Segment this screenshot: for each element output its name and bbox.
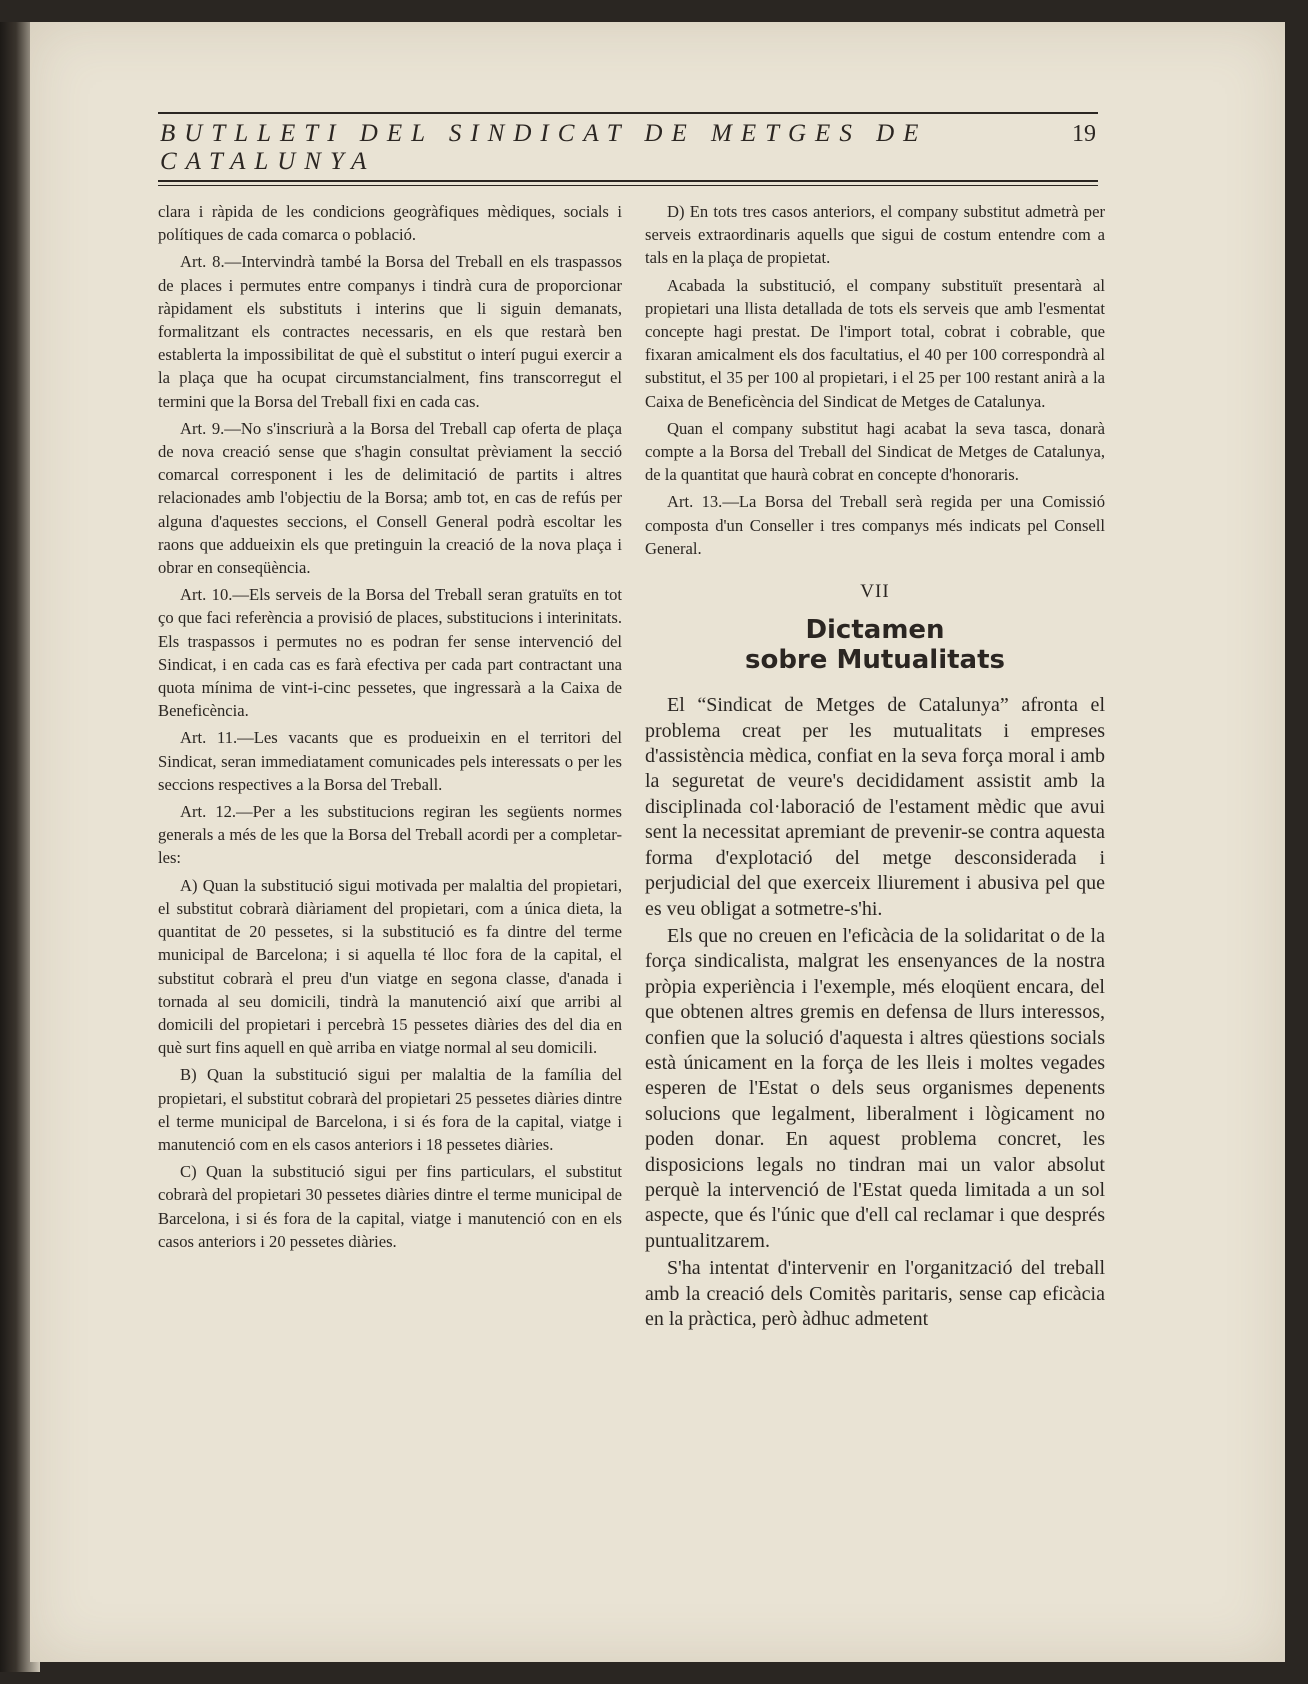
section-title <box>645 615 1105 675</box>
paragraph: C) Quan la substitució sigui per fins particulars, el substitut cobrarà del propietari 30 pessetes diàries dintre el terme municipal de Barcelona, i si és fora de la capital, viatge i manutenció con en els casos anteriors i 20 pessetes diàries. <box>158 1162 622 1251</box>
paragraph: Art. 10.—Els serveis de la Borsa del Treball seran gratuïts en tot ço que faci referència a provisió de places, substitucions i interinitats. Els traspassos i permutes no es podran fer sense intervenció del Sindicat, i en cada cas es farà efectiva per cada part contractant una quota mínima de vint-i-cinc pessetes, que ingressarà a la Caixa de Beneficència. <box>158 585 622 721</box>
running-header <box>158 112 1098 186</box>
header-rule-bottom <box>158 180 1098 182</box>
paragraph: B) Quan la substitució sigui per malaltia de la família del propietari, el substitut cobrarà del propietari 25 pessetes diàries dintre el terme municipal de Barcelona, i si és fora de la capital, viatge i manutenció com en els casos anteriors i 18 pessetes diàries. <box>158 1065 622 1154</box>
section-title-line: Dictamen <box>805 615 945 646</box>
paragraph: Acabada la substitució, el company substituït presentarà al propietari una llista detallada de tots els serveis que amb l'esmentat concepte hagi prestat. De l'import total, cobrat i cobrable, que fixaran amicalment els dos facultatius, el 40 per 100 correspondrà al substitut, el 35 per 100 al propietari, i el 25 per 100 restant anirà a la Caixa de Beneficència del Sindicat de Metges de Catalunya. <box>645 275 1105 411</box>
paragraph: S'ha intentat d'intervenir en l'organització del treball amb la creació dels Comitès paritaris, sense cap eficàcia en la pràctica, però àdhuc admetent <box>645 1257 1105 1330</box>
header-row <box>158 114 1098 180</box>
section-number: VII <box>860 581 890 603</box>
paragraph: D) En tots tres casos anteriors, el company substitut admetrà per serveis extraordinaris aquells que sigui de costum entendre com a tals en la plaça de propietat. <box>645 202 1105 268</box>
journal-title: BUTLLETI DEL SINDICAT DE METGES DE CATALUNYA <box>160 120 928 175</box>
paragraph: Art. 8.—Intervindrà també la Borsa del Treball en els traspassos de places i permutes entre companys i tindrà cura de proporcionar ràpidament els substituts i interins que li siguin demanats, formalitzant els contractes necessaris, en els que restarà ben establerta la impossibilitat de què el substitut o interí pugui exercir a la plaça que ha ocupat circumstancialment, fins transcorregut el termini que la Borsa del Treball fixi en cada cas. <box>158 252 622 411</box>
page-number: 19 <box>1072 121 1096 147</box>
paragraph: Quan el company substitut hagi acabat la seva tasca, donarà compte a la Borsa del Treball del Sindicat de Metges de Catalunya, de la quantitat que haurà cobrat en concepte d'honoraris. <box>645 418 1105 485</box>
paragraph: Els que no creuen en l'eficàcia de la solidaritat o de la força sindicalista, malgrat les ensenyances de la nostra pròpia experiència i l'exemple, més eloqüent encara, del que obtenen altres gremis en defensa de llurs interessos, confien que la solució d'aquesta i altres qüestions socials està únicament en la força de les lleis i moltes vegades esperen de l'Estat o dels seus organismes depenents solucions que legalment, liberalment i lògicament no poden donar. En aquest problema concret, les disposicions legals no tindran mai un valor absolut perquè la intervenció de l'Estat queda limitada a un sol aspecte, que és l'únic que d'ell cal reclamar i que després puntualitzarem. <box>645 924 1105 1252</box>
left-column <box>158 200 622 1257</box>
section-title-line: sobre Mutualitats <box>744 645 1006 676</box>
paragraph: clara i ràpida de les condicions geogràfiques mèdiques, socials i polítiques de cada comarca o població. <box>158 202 622 245</box>
paragraph: Art. 9.—No s'inscriurà a la Borsa del Treball cap oferta de plaça de nova creació sense que s'hagin consultat prèviament la secció comarcal corresponent i les de delimitació de partits i altres relacionades amb l'objectiu de la Borsa; amb tot, en cas de refús per alguna d'aquestes seccions, el Consell General podrà escoltar les raons que addueixin els que pretinguin la creació de la nova plaça i obrar en conseqüència. <box>158 418 622 578</box>
paragraph: Art. 11.—Les vacants que es produeixin en el territori del Sindicat, seran immediatament comunicades pels interessats o per les seccions respectives a la Borsa del Treball. <box>158 728 622 794</box>
section-body <box>645 693 1105 1332</box>
right-column <box>645 200 1105 1334</box>
paragraph: A) Quan la substitució sigui motivada per malaltia del propietari, el substitut cobrarà diàriament del propietari, com a única dieta, la quantitat de 20 pessetes, si la substitució es fa dintre del terme municipal de Barcelona; i si aquella té lloc fora de la capital, el substitut cobrarà el preu d'un viatge en segona classe, d'anada i tornada al seu domicili, tindrà la manutenció així que arribi al domicili del propietari i percebrà 15 pessetes diàries des del dia en què surt fins aquell en què arriba en viatge normal al seu domicili. <box>158 875 622 1058</box>
paragraph: El “Sindicat de Metges de Catalunya” afronta el problema creat per les mutualitats i empreses d'assistència mèdica, confiat en la seva força moral i amb la seguretat de veure's decididament assistit amb la disciplinada col·laboració de l'estament mèdic que avui sent la necessitat apremiant de prevenir-se contra aquesta forma d'explotació del metge desconsiderada i perjudicial del que exerceix lliurement i abusiva pel que es veu obligat a sotmetre-s'hi. <box>645 694 1105 920</box>
paragraph: Art. 13.—La Borsa del Treball serà regida per una Comissió composta d'un Conseller i tres companys més indicats pel Consell General. <box>645 492 1105 558</box>
paragraph: Art. 12.—Per a les substitucions regiran les següents normes generals a més de les que la Borsa del Treball acordi per a completar-les: <box>158 802 622 868</box>
header-rule-thin <box>158 185 1098 186</box>
